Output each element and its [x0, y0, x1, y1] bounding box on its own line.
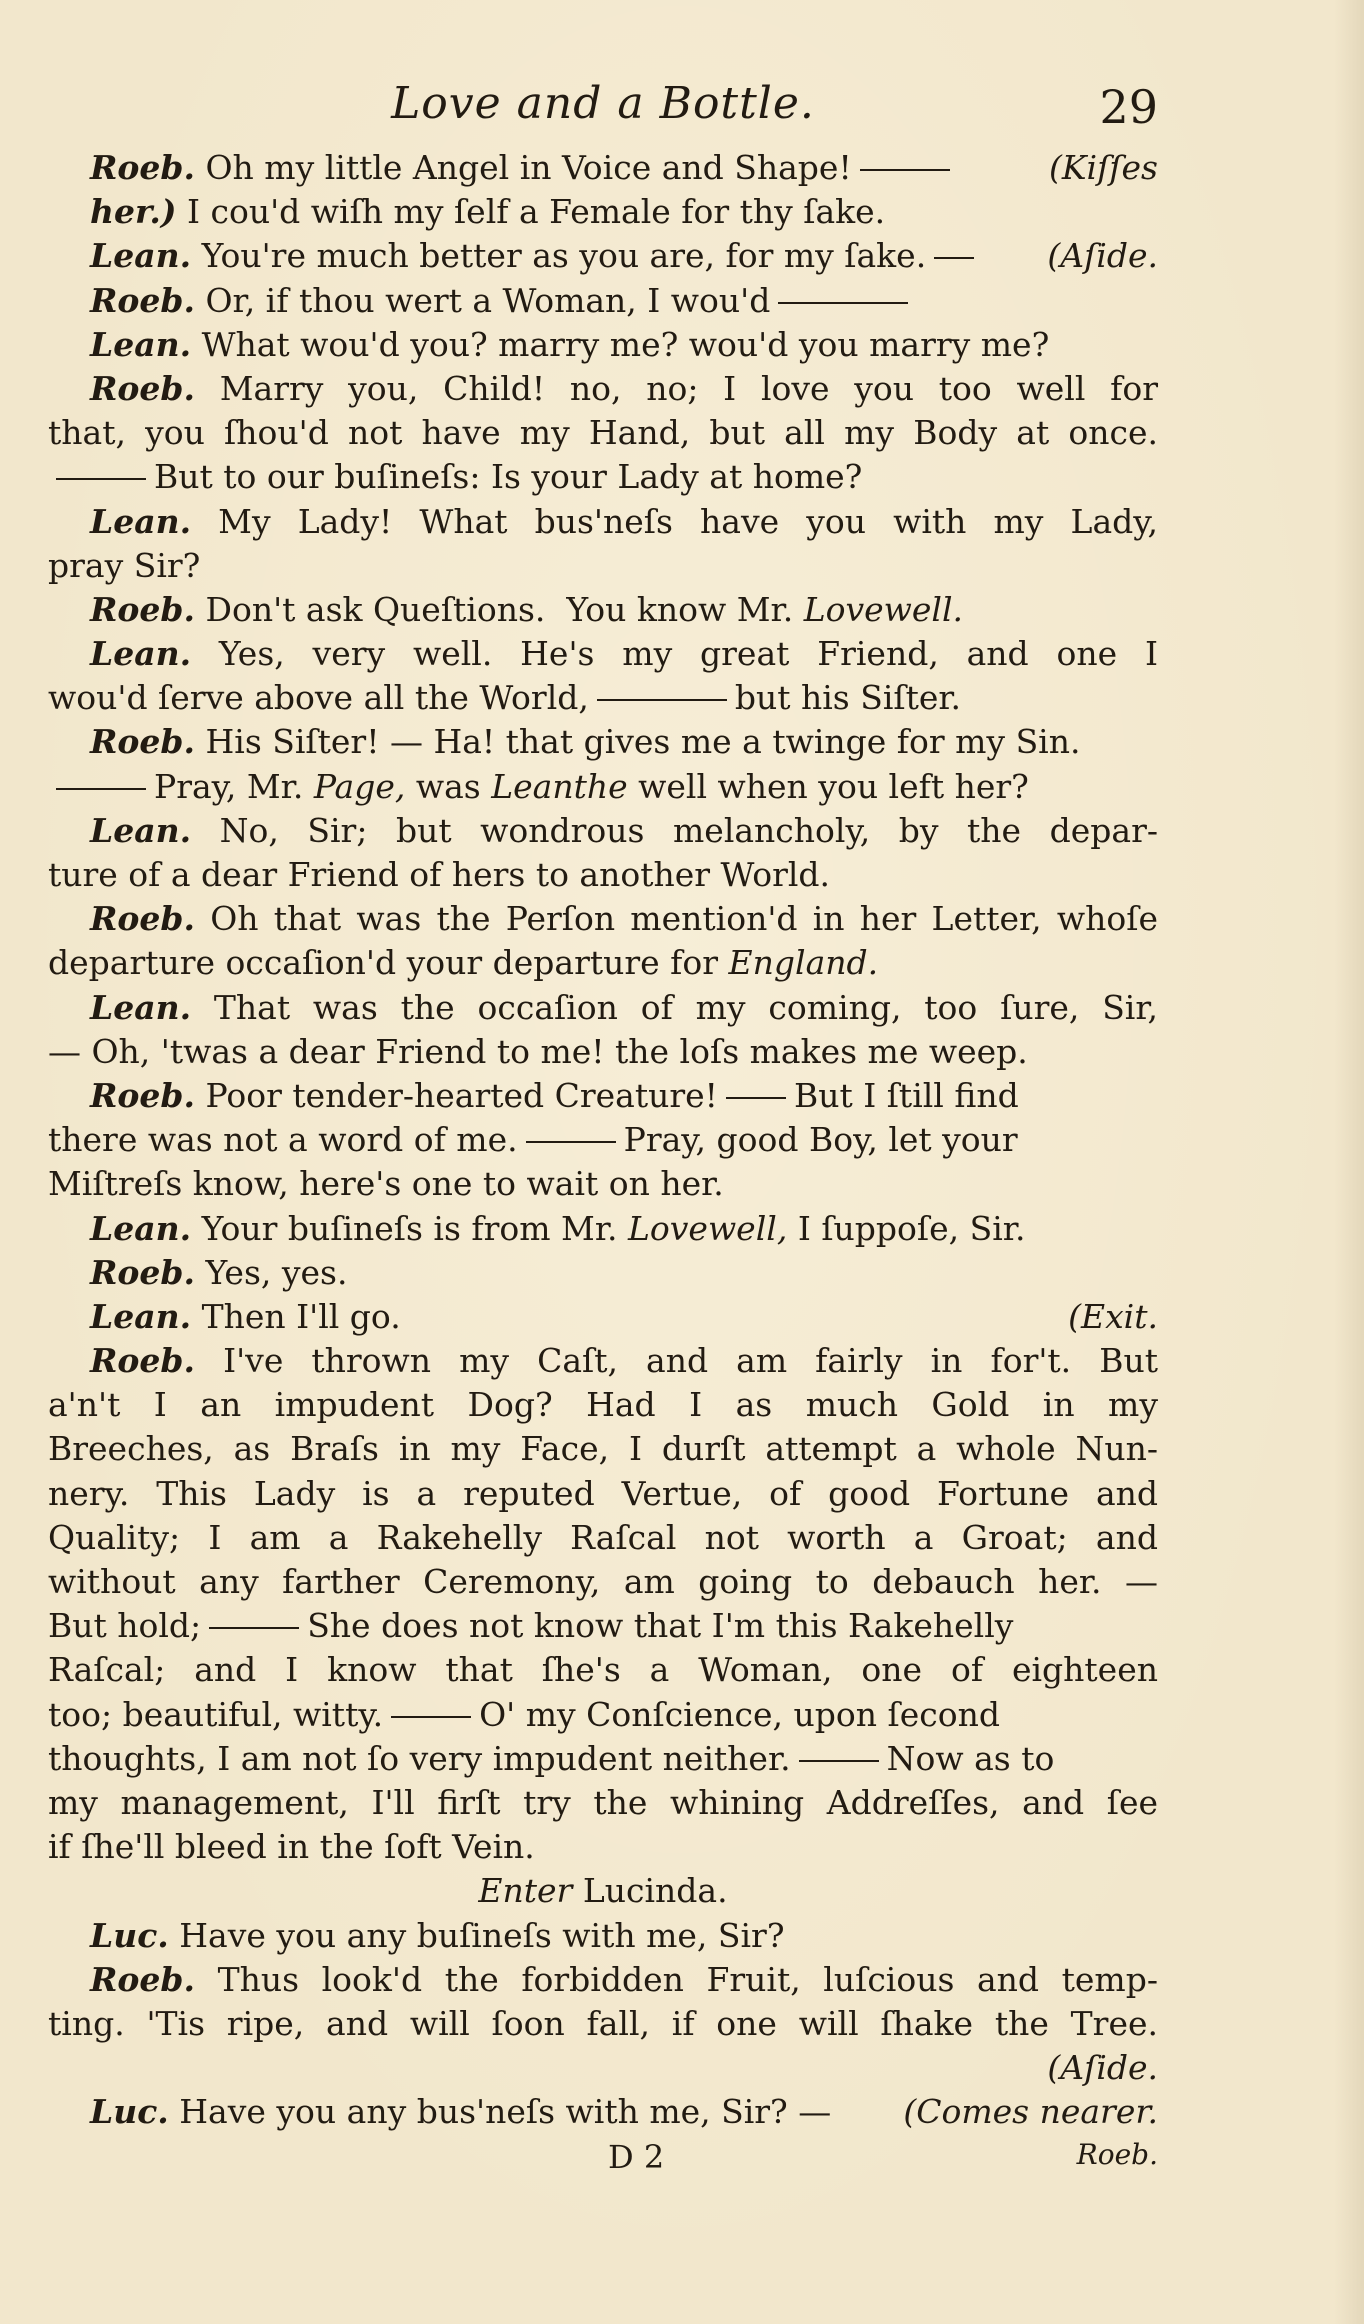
text-line	[48, 1427, 1158, 1471]
text-line	[48, 676, 1158, 720]
text-line	[48, 1560, 1158, 1604]
dialogue-text: Have you any bus'neſs with me, Sir?	[179, 2092, 788, 2132]
dialogue-text: a'n't I an impudent Dog? Had I as much Gold in my	[48, 1385, 1158, 1425]
dialogue-text: nery. This Lady is a reputed Vertue, of good Fortune and	[48, 1473, 1158, 1513]
speaker-name: Roeb.	[90, 1075, 195, 1115]
text-line	[48, 1869, 1158, 1913]
dialogue-text: Or, if thou wert a Woman, I wou'd	[205, 280, 771, 320]
speaker-name: Roeb.	[90, 722, 195, 762]
dialogue-text: my management, I'll firſt try the whining Addreſſes, and ſee	[48, 1782, 1158, 1822]
text-line	[48, 367, 1158, 411]
stage-direction: (Exit.	[1068, 1296, 1158, 1336]
text-line	[48, 500, 1158, 544]
text-line	[48, 1251, 1158, 1295]
em-rule	[726, 1097, 786, 1099]
speaker-name: Roeb.	[90, 589, 195, 629]
em-rule	[526, 1141, 616, 1143]
text-line	[48, 809, 1158, 853]
text-line	[48, 190, 1158, 234]
italic-name: Lovewell.	[803, 589, 964, 629]
speaker-name: Roeb.	[90, 1252, 195, 1292]
text-line	[48, 588, 1158, 632]
text-line	[48, 1074, 1158, 1118]
text-line	[48, 1339, 1158, 1383]
text-line	[48, 1207, 1158, 1251]
dialogue-text: She does not know that I'm this Rakehelly	[307, 1606, 1014, 1646]
text-line	[48, 1383, 1158, 1427]
stage-direction: Enter	[478, 1871, 573, 1911]
text-line	[48, 455, 1158, 499]
text-line	[48, 853, 1158, 897]
stage-direction: (Aſide.	[1047, 2048, 1158, 2088]
dialogue-text: Raſcal; and I know that ſhe's a Woman, one of eighteen	[48, 1650, 1158, 1690]
dialogue-text: Don't ask Queſtions. You know Mr.	[205, 589, 794, 629]
text-line	[48, 720, 1158, 764]
text-line	[48, 2046, 1158, 2090]
speaker-name: Roeb.	[90, 1341, 195, 1381]
dialogue-text: His Siſter! — Ha! that gives me a twinge for my Sin.	[205, 722, 1081, 762]
dialogue-text: No, Sir; but wondrous melancholy, by the depar-	[219, 810, 1159, 850]
dialogue-text: Breeches, as Braſs in my Face, I durſt attempt a whole Nun-	[48, 1429, 1158, 1469]
dialogue-text: Pray, good Boy, let your	[623, 1120, 1018, 1160]
em-rule	[799, 1760, 879, 1762]
page-footer	[48, 2138, 1158, 2178]
italic-name: England.	[728, 943, 879, 983]
text-line	[48, 279, 1158, 323]
speaker-name: Lean.	[90, 501, 192, 541]
em-rule	[934, 257, 974, 259]
dialogue-text: ting. 'Tis ripe, and will ſoon fall, if one will ſhake the Tree.	[48, 2003, 1158, 2043]
stage-direction: (Kiſſes	[1049, 148, 1158, 187]
em-rule	[778, 302, 908, 304]
text-line	[48, 1737, 1158, 1781]
dialogue-text: Have you any buſineſs with me, Sir?	[179, 1915, 785, 1955]
speaker-name: Roeb.	[90, 148, 195, 187]
speaker-name: Roeb.	[90, 368, 195, 408]
dialogue-text: —	[798, 2092, 832, 2132]
dialogue-text: Poor tender-hearted Creature!	[205, 1075, 718, 1115]
dialogue-text: Marry you, Child! no, no; I love you too well for	[219, 368, 1158, 408]
dialogue-text: Pray, Mr.	[154, 766, 304, 806]
stage-direction: (Comes nearer.	[903, 2092, 1158, 2132]
stage-direction: her.)	[90, 192, 177, 232]
text-line	[48, 941, 1158, 985]
em-rule	[56, 478, 146, 480]
text-line	[48, 1295, 1158, 1339]
speaker-name: Luc.	[90, 2092, 169, 2132]
dialogue-text: if ſhe'll bleed in the ſoft Vein.	[48, 1827, 535, 1867]
page-header	[48, 70, 1158, 150]
speaker-name: Roeb.	[90, 899, 195, 939]
em-rule	[597, 699, 727, 701]
dialogue-text: wou'd ſerve above all the World,	[48, 678, 589, 718]
text-line	[48, 1118, 1158, 1162]
stage-direction: (Aſide.	[1047, 236, 1158, 276]
text-line	[48, 897, 1158, 941]
speaker-name: Roeb.	[90, 1959, 195, 1999]
italic-name: Leanthe	[491, 766, 628, 806]
dialogue-text: that, you ſhou'd not have my Hand, but all my Body at once.	[48, 413, 1158, 453]
dialogue-text: Oh that was the Perſon mention'd in her Letter, whoſe	[210, 899, 1158, 939]
dialogue-text: But to our buſineſs: Is your Lady at home?	[154, 457, 863, 497]
text-line	[48, 1914, 1158, 1958]
dialogue-text: I've thrown my Caſt, and am fairly in for't. But	[223, 1341, 1158, 1381]
dialogue-text: Yes, very well. He's my great Friend, and one I	[218, 634, 1158, 674]
dialogue-text: there was not a word of me.	[48, 1120, 518, 1160]
dialogue-text: But I ſtill find	[793, 1075, 1019, 1115]
speaker-name: Lean.	[90, 810, 192, 850]
catchword: Roeb.	[1076, 2138, 1158, 2171]
text-line	[48, 1516, 1158, 1560]
text-line	[48, 323, 1158, 367]
text-line	[48, 2002, 1158, 2046]
dialogue-text: was	[415, 766, 481, 806]
text-line	[48, 1162, 1158, 1206]
dialogue-text: Then I'll go.	[201, 1296, 401, 1336]
dialogue-text: What wou'd you? marry me? wou'd you marry me?	[201, 324, 1050, 364]
text-line	[48, 765, 1158, 809]
dialogue-text: O' my Conſcience, upon ſecond	[479, 1694, 1000, 1734]
em-rule	[209, 1627, 299, 1629]
dialogue-text: You're much better as you are, for my ſake.	[201, 236, 927, 276]
text-line	[48, 1472, 1158, 1516]
dialogue-text: Miſtreſs know, here's one to wait on her.	[48, 1164, 724, 1204]
dialogue-text: too; beautiful, witty.	[48, 1694, 384, 1734]
page-number: 29	[1099, 80, 1158, 134]
text-line	[48, 2090, 1158, 2134]
page-edge-shadow	[1334, 0, 1364, 2324]
text-line	[48, 1030, 1158, 1074]
dialogue-text: ture of a dear Friend of hers to another World.	[48, 855, 831, 894]
dialogue-text: Your buſineſs is from Mr.	[201, 1208, 618, 1248]
text-line	[48, 1825, 1158, 1869]
italic-name: Page,	[313, 766, 406, 806]
dialogue-text: without any farther Ceremony, am going to debauch her. —	[48, 1562, 1158, 1601]
dialogue-text: but his Siſter.	[734, 678, 962, 718]
speaker-name: Roeb.	[90, 280, 195, 320]
text-line	[48, 234, 1158, 278]
speaker-name: Lean.	[90, 324, 192, 364]
dialogue-text: Lucinda.	[582, 1871, 728, 1911]
text-line	[48, 544, 1158, 588]
dialogue-text: — Oh, 'twas a dear Friend to me! the loſs makes me weep.	[48, 1031, 1028, 1071]
dialogue-text: Yes, yes.	[205, 1252, 348, 1292]
em-rule	[56, 788, 146, 790]
speaker-name: Lean.	[90, 634, 192, 674]
dialogue-text: But hold;	[48, 1606, 202, 1646]
em-rule	[860, 169, 950, 171]
speaker-name: Lean.	[90, 1296, 192, 1336]
text-line	[48, 411, 1158, 455]
text-line	[48, 632, 1158, 676]
dialogue-text: Oh my little Angel in Voice and Shape!	[205, 148, 852, 187]
dialogue-text: well when you left her?	[638, 766, 1029, 806]
dialogue-text: I cou'd wiſh my ſelf a Female for thy ſake.	[186, 192, 886, 232]
dialogue-text: Quality; I am a Rakehelly Raſcal not worth a Groat; and	[48, 1517, 1158, 1557]
dialogue-text: My Lady! What bus'neſs have you with my Lady,	[218, 501, 1158, 541]
text-line	[48, 1781, 1158, 1825]
dialogue-text: pray Sir?	[48, 545, 201, 585]
dialogue-text: departure occaſion'd your departure for	[48, 943, 719, 983]
speaker-name: Lean.	[90, 987, 192, 1027]
running-title: Love and a Bottle.	[391, 78, 815, 129]
text-line	[48, 1693, 1158, 1737]
dialogue-text: thoughts, I am not ſo very impudent neither.	[48, 1738, 791, 1778]
speaker-name: Lean.	[90, 1208, 192, 1248]
dialogue-text: I ſuppoſe, Sir.	[797, 1208, 1026, 1248]
dialogue-text: Now as to	[886, 1738, 1055, 1778]
italic-name: Lovewell,	[627, 1208, 788, 1248]
speaker-name: Lean.	[90, 236, 192, 276]
text-line	[48, 986, 1158, 1030]
dialogue-text: Thus look'd the forbidden Fruit, luſcious and temp-	[217, 1959, 1158, 1999]
text-line	[48, 1958, 1158, 2002]
speaker-name: Luc.	[90, 1915, 169, 1955]
dialogue-text: That was the occaſion of my coming, too ſure, Sir,	[213, 987, 1158, 1027]
text-line	[48, 1648, 1158, 1692]
text-line	[48, 146, 1158, 190]
play-text	[48, 146, 1158, 2134]
em-rule	[391, 1716, 471, 1718]
text-line	[48, 1604, 1158, 1648]
signature-mark: D 2	[608, 2138, 665, 2176]
